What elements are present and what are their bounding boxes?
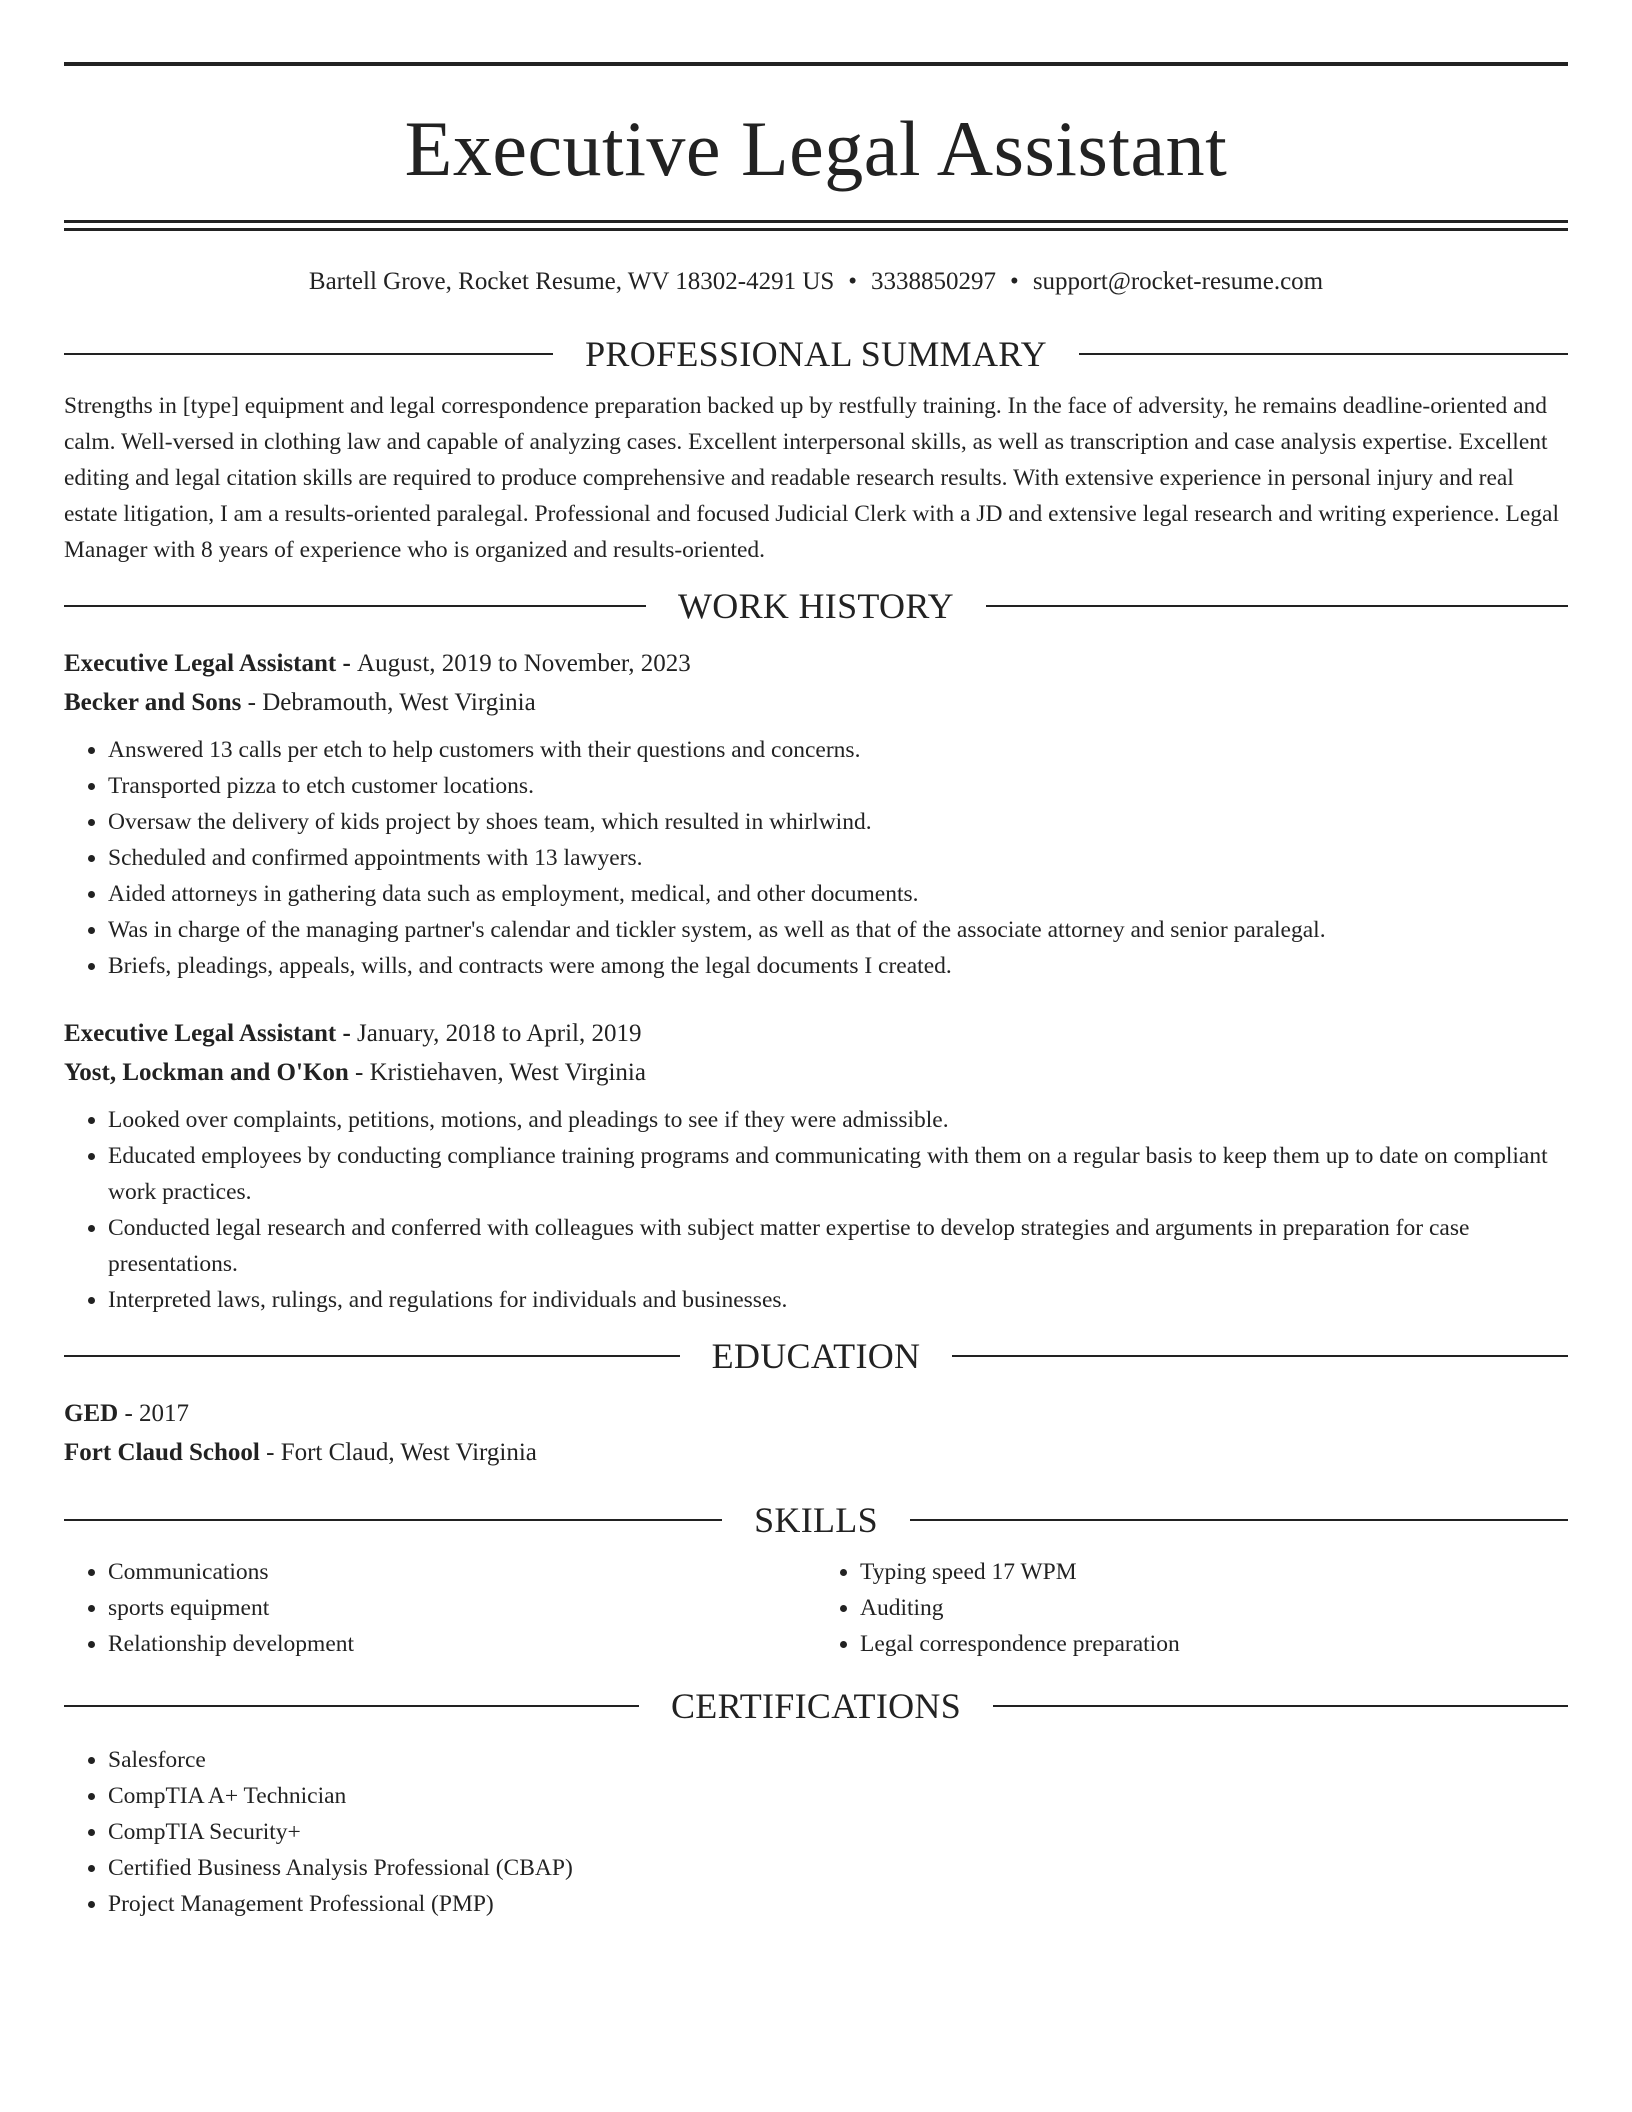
job-company-line: Becker and Sons - Debramouth, West Virginia — [64, 689, 536, 716]
section-title-skills: SKILLS — [754, 1500, 878, 1540]
top-rule — [64, 62, 1568, 66]
heading-rule-left — [64, 1355, 680, 1357]
section-title-summary: PROFESSIONAL SUMMARY — [585, 334, 1047, 374]
list-item: • Typing speed 17 WPM — [860, 1554, 1568, 1590]
contact-line — [64, 264, 1568, 300]
list-item: • Scheduled and confirmed appointments with 13 lawyers. — [108, 840, 1568, 876]
education-year: 2017 — [139, 1400, 190, 1427]
section-heading-summary — [64, 330, 1568, 378]
list-item: • Legal correspondence preparation — [860, 1626, 1568, 1662]
job-company: Yost, Lockman and O'Kon — [64, 1059, 349, 1086]
contact-phone[interactable]: 3338850297 — [871, 268, 997, 295]
heading-rule-right — [993, 1705, 1568, 1707]
contact-separator: • — [1010, 268, 1019, 295]
skills-column-left — [64, 1554, 816, 1662]
list-item: • CompTIA A+ Technician — [108, 1778, 1568, 1814]
job-location: Kristiehaven, West Virginia — [369, 1059, 646, 1086]
heading-rule-right — [910, 1519, 1568, 1521]
heading-rule-left — [64, 1519, 722, 1521]
resume-title: Executive Legal Assistant — [404, 105, 1228, 192]
list-item: • Certified Business Analysis Professional (CBAP) — [108, 1850, 1568, 1886]
job-dates: August, 2019 to November, 2023 — [357, 650, 691, 677]
list-item: • Transported pizza to etch customer locations. — [108, 768, 1568, 804]
list-item: • Aided attorneys in gathering data such as employment, medical, and other documents. — [108, 876, 1568, 912]
title-double-rule — [64, 220, 1568, 231]
job-company-line: Yost, Lockman and O'Kon - Kristiehaven, West Virginia — [64, 1059, 646, 1086]
summary-paragraph: Strengths in [type] equipment and legal correspondence preparation backed up by restfully training. In the face of adversity, he remains deadline-oriented and calm. Well-versed in clothing law and capable of analyzing cases. Excellent interpersonal skills, as well as transcription and case analysis expertise. Excellent editing and legal citation skills are required to produce comprehensive and readable research results. With extensive experience in personal injury and real estate litigation, I am a results-oriented paralegal. Professional and focused Judicial Clerk with a JD and extensive legal research and writing experience. Legal Manager with 8 years of experience who is organized and results-oriented. — [64, 393, 1559, 563]
job-bullets — [64, 732, 1568, 984]
list-item: • Auditing — [860, 1590, 1568, 1626]
heading-rule-left — [64, 605, 646, 607]
education-location: Fort Claud, West Virginia — [280, 1439, 537, 1466]
heading-rule-right — [952, 1355, 1568, 1357]
section-heading-work — [64, 582, 1568, 630]
list-item: • Conducted legal research and conferred with colleagues with subject matter expertise to develop strategies and arguments in preparation for case presentations. — [108, 1210, 1568, 1282]
job-title-line: Executive Legal Assistant - August, 2019 to November, 2023 — [64, 650, 691, 677]
education-degree: GED — [64, 1400, 119, 1427]
heading-rule-left — [64, 353, 553, 355]
heading-rule-left — [64, 1705, 639, 1707]
heading-rule-right — [986, 605, 1568, 607]
list-item: • CompTIA Security+ — [108, 1814, 1568, 1850]
section-heading-certifications — [64, 1682, 1568, 1730]
certifications-list — [64, 1742, 1568, 1922]
contact-separator: • — [848, 268, 858, 295]
job-location: Debramouth, West Virginia — [262, 689, 536, 716]
list-item: • Educated employees by conducting compliance training programs and communicating with them on a regular basis to keep them up to date on compliant work practices. — [108, 1138, 1568, 1210]
list-item: • Relationship development — [108, 1626, 816, 1662]
contact-email[interactable]: support@rocket-resume.com — [1032, 268, 1324, 295]
list-item: • Interpreted laws, rulings, and regulations for individuals and businesses. — [108, 1282, 1568, 1318]
education-school: Fort Claud School — [64, 1439, 260, 1466]
job-company: Becker and Sons — [64, 689, 242, 716]
list-item: • sports equipment — [108, 1590, 816, 1626]
education-school-line: Fort Claud School - Fort Claud, West Virginia — [64, 1439, 537, 1466]
section-title-work: WORK HISTORY — [678, 586, 954, 626]
skills-column-right — [816, 1554, 1568, 1662]
list-item: • Oversaw the delivery of kids project by shoes team, which resulted in whirlwind. — [108, 804, 1568, 840]
list-item: • Salesforce — [108, 1742, 1568, 1778]
job-title-line: Executive Legal Assistant - January, 2018 to April, 2019 — [64, 1020, 642, 1047]
list-item: • Answered 13 calls per etch to help customers with their questions and concerns. — [108, 732, 1568, 768]
education-entry — [64, 1394, 1568, 1472]
skills-grid — [64, 1554, 1568, 1662]
job-title: Executive Legal Assistant — [64, 1020, 337, 1047]
list-item: • Project Management Professional (PMP) — [108, 1886, 1568, 1922]
list-item: • Briefs, pleadings, appeals, wills, and contracts were among the legal documents I created. — [108, 948, 1568, 984]
section-heading-education — [64, 1332, 1568, 1380]
job-entry-1 — [64, 644, 1568, 984]
list-item: • Looked over complaints, petitions, motions, and pleadings to see if they were admissible. — [108, 1102, 1568, 1138]
job-bullets — [64, 1102, 1568, 1318]
contact-address: Bartell Grove, Rocket Resume, WV 18302-4291 US — [308, 268, 835, 295]
list-item: • Communications — [108, 1554, 816, 1590]
education-degree-line: GED - 2017 — [64, 1400, 190, 1427]
section-title-education: EDUCATION — [711, 1336, 921, 1376]
list-item: • Was in charge of the managing partner's calendar and tickler system, as well as that of the associate attorney and senior paralegal. — [108, 912, 1568, 948]
section-title-certifications: CERTIFICATIONS — [670, 1686, 962, 1726]
job-title: Executive Legal Assistant — [64, 650, 337, 677]
job-entry-2 — [64, 1014, 1568, 1318]
job-dates: January, 2018 to April, 2019 — [357, 1020, 642, 1047]
heading-rule-right — [1079, 353, 1568, 355]
section-heading-skills — [64, 1496, 1568, 1544]
